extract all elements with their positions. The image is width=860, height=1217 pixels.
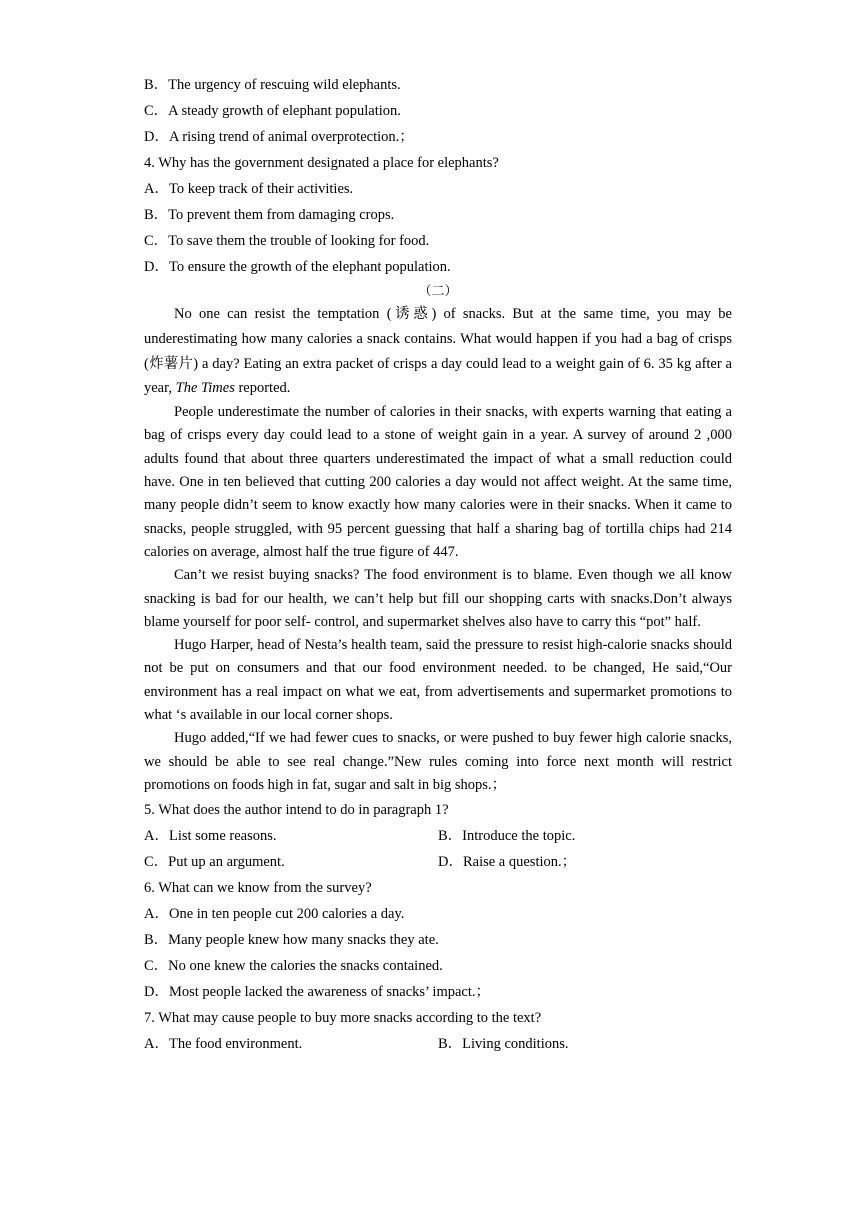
passage-paragraph-4: Hugo Harper, head of Nesta’s health team, said the pressure to resist high-calorie snacks should not be put on consumers and that our food environment needed. to be changed, He said,“Our environment has a real impact on what we eat, from advertisements and supermarket promotions to what ‘s available in our local corner shops. (144, 637, 732, 724)
q4-option-c: C．To save them the trouble of looking for food. (144, 233, 430, 249)
q5-stem: 5. What does the author intend to do in paragraph 1? (144, 802, 449, 819)
paragraph-1-text-a: No one can resist the temptation (诱惑) of snacks. But at the same time, you may be underestimating how many calories a snack contains. What would happen if you had a bag of crisps (炸薯片) a day? Eating an extra packet of crisps a day could lead to a weight gain of 6. 35 kg after a year, (144, 306, 732, 397)
q6-stem: 6. What can we know from the survey? (144, 880, 372, 897)
q7-stem: 7. What may cause people to buy more snacks according to the text? (144, 1010, 542, 1027)
q4-option-a: A．To keep track of their activities. (144, 181, 354, 197)
q7-options-row-1 (144, 1031, 732, 1057)
q5-options-row-2 (144, 849, 732, 875)
paragraph-1-text-b: reported. (234, 380, 291, 397)
q4-option-b: B．To prevent them from damaging crops. (144, 207, 395, 223)
passage-paragraph-3: Can’t we resist buying snacks? The food environment is to blame. Even though we all know snacking is bad for our health, we can’t help but fill our shopping carts with snacks.Don’t always blame yourself for poor self- control, and supermarket shelves also have to carry this “pot” half. (144, 567, 732, 630)
q3-option-b: B．The urgency of rescuing wild elephants. (144, 77, 401, 93)
q3-option-c: C．A steady growth of elephant population. (144, 103, 401, 119)
q5-option-b: B．Introduce the topic. (438, 828, 576, 845)
document-page (144, 72, 732, 1057)
q5-options-row-1 (144, 823, 732, 849)
passage-paragraph-2: People underestimate the number of calories in their snacks, with experts warning that eating a bag of crisps every day could lead to a stone of weight gain in a year. A survey of around 2 ,000 adults found that about three quarters underestimated the impact of what a small reduction could have. One in ten believed that cutting 200 calories a day would not affect weight. At the same time, many people didn’t seem to know exactly how many calories were in their snacks. When it came to snacks, people struggled, with 95 percent guessing that half a sharing bag of tortilla chips had 214 calories on average, almost half the true figure of 447. (144, 404, 732, 560)
section-heading: （二） (418, 283, 458, 298)
q6-option-d: D．Most people lacked the awareness of snacks’ impact.； (144, 984, 491, 1001)
passage-paragraph-5: Hugo added,“If we had fewer cues to snacks, or were pushed to buy fewer high calorie snacks, we should be able to see real change.”New rules coming into force next month will restrict promotions on foods high in fat, sugar and salt in big shops.； (144, 730, 732, 793)
q4-option-d: D．To ensure the growth of the elephant population. (144, 259, 451, 275)
source-title: The Times (175, 380, 235, 397)
q7-option-a: A．The food environment. (144, 1036, 303, 1053)
q5-option-d: D．Raise a question.； (438, 854, 577, 871)
q6-option-c: C．No one knew the calories the snacks contained. (144, 958, 443, 975)
q5-option-c: C．Put up an argument. (144, 854, 285, 871)
q3-option-d: D．A rising trend of animal overprotection.； (144, 129, 414, 145)
q7-option-b: B．Living conditions. (438, 1036, 569, 1053)
q6-option-a: A．One in ten people cut 200 calories a day. (144, 906, 405, 923)
q6-option-b: B．Many people knew how many snacks they ate. (144, 932, 439, 949)
q5-option-a: A．List some reasons. (144, 828, 277, 845)
passage-paragraph-1 (144, 302, 732, 401)
q4-stem: 4. Why has the government designated a place for elephants? (144, 155, 499, 171)
